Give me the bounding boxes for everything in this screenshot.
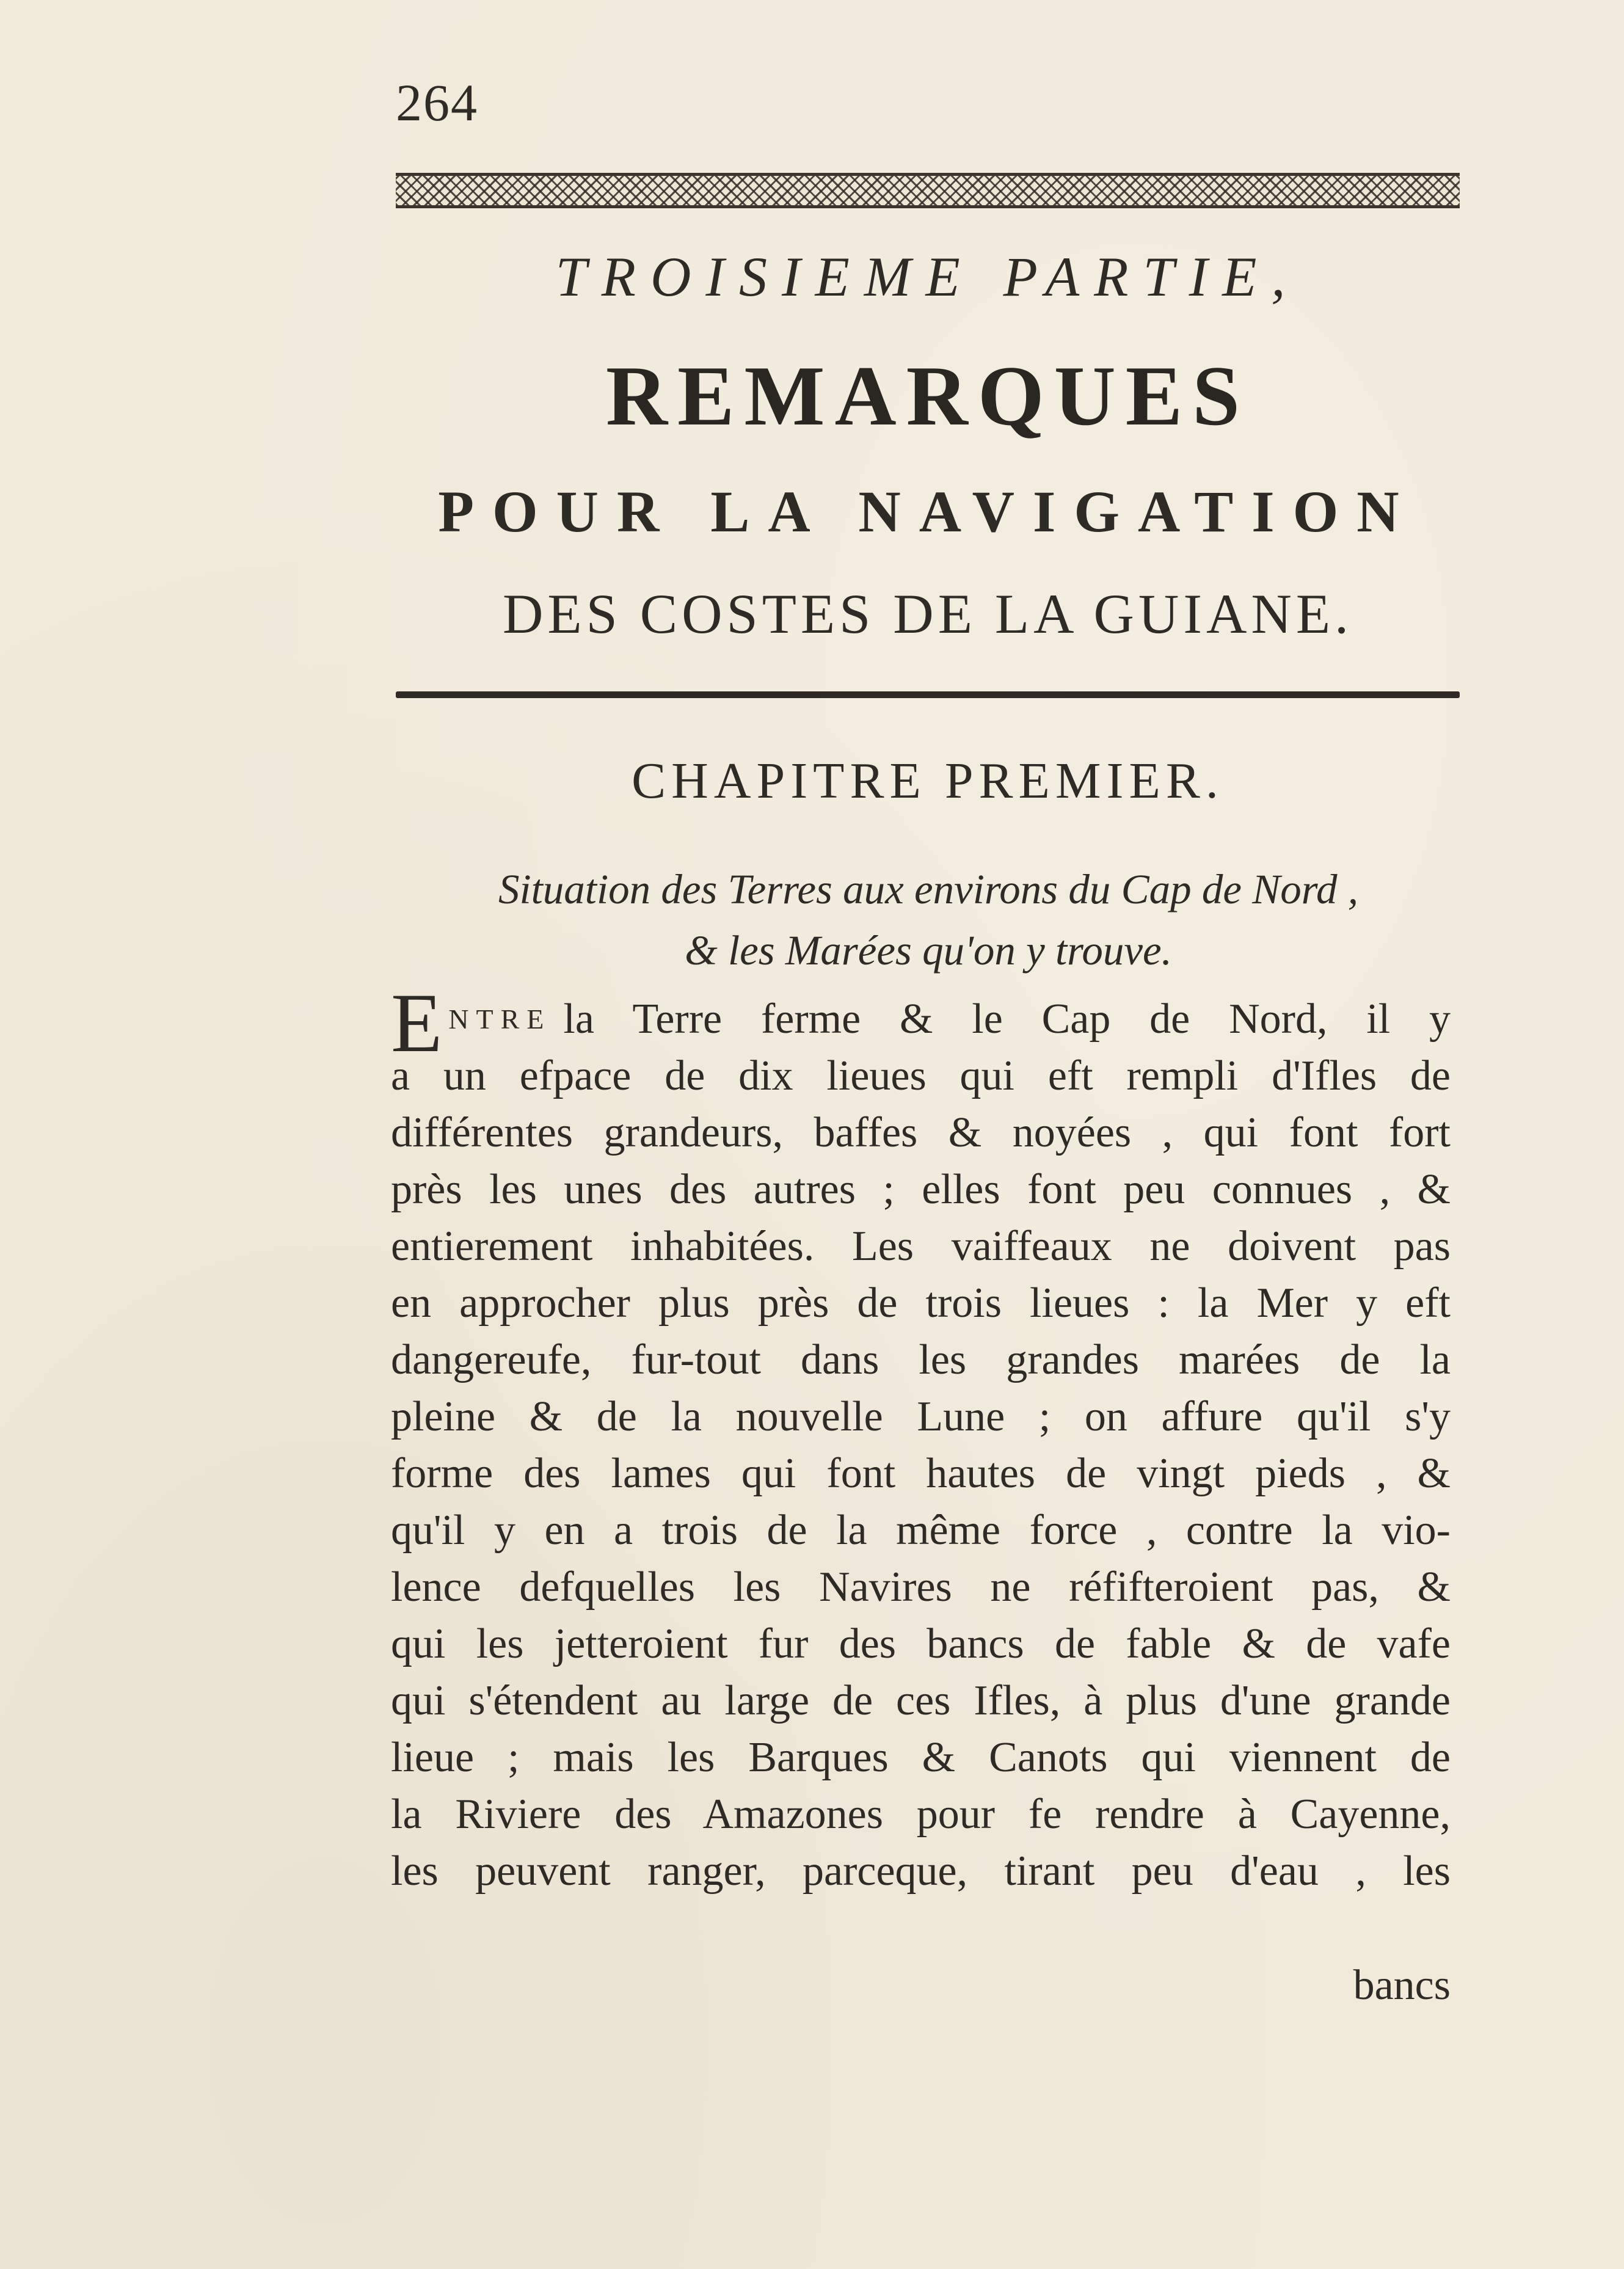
body-line: dangereufe, fur-tout dans les grandes marées de la	[391, 1336, 1451, 1383]
body-line: qui s'étendent au large de ces Ifles, à plus d'une grande	[391, 1677, 1451, 1724]
body-line: qui les jetteroient fur des bancs de fable & de vafe	[391, 1620, 1451, 1667]
first-word-small-caps: NTRE	[448, 1003, 552, 1035]
subtitle-line-1: POUR LA NAVIGATION	[438, 479, 1418, 544]
body-line: près les unes des autres ; elles font peu connues , &	[391, 1166, 1451, 1213]
body-paragraph	[391, 976, 1451, 2009]
subtitle-line-2: DES COSTES DE LA GUIANE.	[502, 583, 1353, 645]
horizontal-rule	[396, 691, 1460, 698]
body-line: a un efpace de dix lieues qui eft rempli d'Ifles de	[391, 1052, 1451, 1099]
chapter-title: CHAPITRE PREMIER.	[632, 752, 1224, 809]
chapter-summary-line-1: Situation des Terres aux environs du Cap de Nord ,	[498, 866, 1359, 912]
page-number: 264	[396, 73, 478, 132]
body-first-line	[391, 976, 1451, 1069]
first-line-rest: la Terre ferme & le Cap de Nord, il y	[563, 996, 1451, 1043]
chapter-summary-line-2: & les Marées qu'on y trouve.	[685, 927, 1172, 974]
body-line: différentes grandeurs, baffes & noyées , qui font fort	[391, 1109, 1451, 1156]
body-line: forme des lames qui font hautes de vingt pieds , &	[391, 1450, 1451, 1497]
chapter-summary	[391, 859, 1466, 981]
body-line: les peuvent ranger, parceque, tirant peu d'eau , les	[391, 1848, 1451, 1895]
body-line: pleine & de la nouvelle Lune ; on affure qu'il s'y	[391, 1393, 1451, 1440]
body-line: en approcher plus près de trois lieues : la Mer y eft	[391, 1280, 1451, 1327]
body-line: lieue ; mais les Barques & Canots qui viennent de	[391, 1734, 1451, 1781]
body-line: entierement inhabitées. Les vaiffeaux ne doivent pas	[391, 1223, 1451, 1270]
body-line: qu'il y en a trois de la même force , contre la vio-	[391, 1507, 1451, 1554]
body-line: lence defquelles les Navires ne réfifteroient pas, &	[391, 1564, 1451, 1611]
body-line: la Riviere des Amazones pour fe rendre à Cayenne,	[391, 1791, 1451, 1838]
catchword: bancs	[1353, 1962, 1451, 2009]
drop-cap: E	[391, 976, 443, 1069]
decorative-ornament-band	[396, 173, 1460, 208]
part-title: TROISIEME PARTIE,	[555, 246, 1300, 308]
main-title: REMARQUES	[605, 349, 1250, 443]
